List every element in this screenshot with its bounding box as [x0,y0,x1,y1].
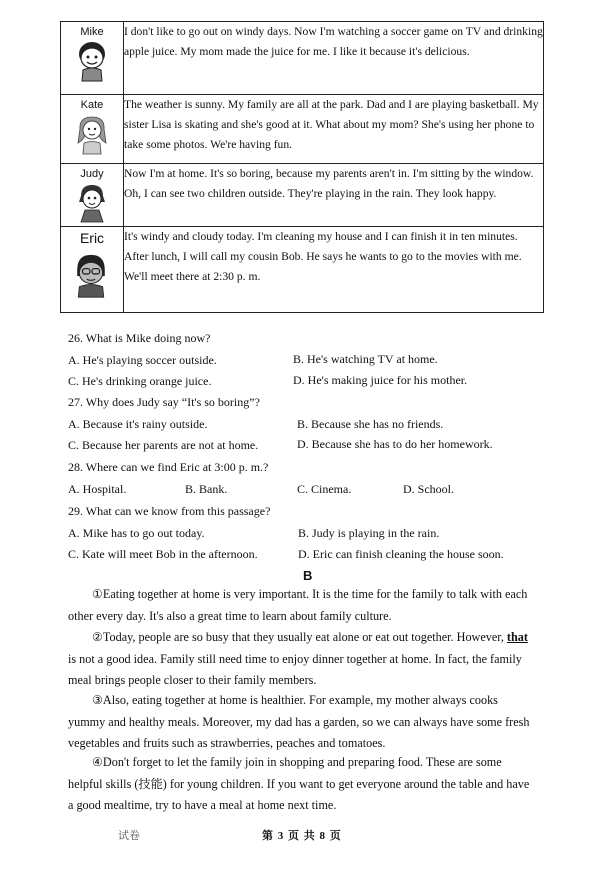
table-row [61,227,544,313]
footer-label: 试卷 [118,830,140,842]
judy-avatar-icon [75,182,109,224]
mike-avatar-icon [75,40,109,82]
paragraph-2-start: ②Today, people are so busy that they usually eat alone or eat out together. However, [92,630,504,644]
option-28a: A. Hospital. [68,482,127,496]
paragraph-3: ③Also, eating together at home is healthier. For example, my mother always cooks yummy and healthy meals. Moreover, my dad has a garden, so we can always have some fresh vegetables and fruits such as strawberries, peaches and tomatoes. [68,693,530,750]
option-28d: D. School. [403,482,454,496]
person-text: The weather is sunny. My family are all at the park. Dad and I are playing basketball. My sister Lisa is skating and she's good at it. What about my mom? She's using her phone to take some photos. We're having fun. [124,95,544,164]
underlined-word: that [506,630,528,644]
table-row [61,95,544,164]
person-text-main: It's windy and cloudy today. I'm cleaning my house and I can finish it in ten minutes. After lunch, I will call my cousin Bob. He says he wants to go to the movies with me. [124,230,522,263]
option-27b: B. Because she has no friends. [297,417,444,431]
table-row [61,164,544,227]
person-cell [61,164,124,227]
option-29d: D. Eric can finish cleaning the house soon. [298,547,504,561]
person-name: Judy [80,168,104,180]
option-26a: A. He's playing soccer outside. [68,353,217,367]
option-26b: B. He's watching TV at home. [293,352,438,366]
question-29: 29. What can we know from this passage? [68,504,271,518]
table-row [61,22,544,95]
option-28c: C. Cinema. [297,482,352,496]
person-cell [61,227,124,313]
option-28b: B. Bank. [185,482,228,496]
person-name: Mike [80,26,104,38]
paragraph-2 [68,627,534,692]
paragraph-1: ①Eating together at home is very important. It is the time for the family to talk with each other every day. It's also a great time to learn about family culture. [68,587,528,623]
question-28: 28. Where can we find Eric at 3:00 p. m.? [68,460,269,474]
paragraph-2-end: is not a good idea. Family still need time to enjoy dinner together at home. In fact, the family meal brings people closer to their family members. [68,651,522,687]
option-27a: A. Because it's rainy outside. [68,417,208,431]
section-b-heading: B [303,568,313,583]
people-table [60,21,544,313]
option-27c: C. Because her parents are not at home. [68,438,259,452]
person-text: I don't like to go out on windy days. Now I'm watching a soccer game on TV and drinking apple juice. My mom made the juice for me. I like it because it's delicious. [124,22,544,95]
option-29a: A. Mike has to go out today. [68,526,205,540]
person-text: Now I'm at home. It's so boring, because my parents aren't in. I'm sitting by the window. Oh, I can see two children outside. They're playing in the rain. They look happy. [124,164,544,227]
option-26d: D. He's making juice for his mother. [293,373,468,387]
option-26c: C. He's drinking orange juice. [68,374,212,388]
option-29c: C. Kate will meet Bob in the afternoon. [68,547,258,561]
option-27d: D. Because she has to do her homework. [297,437,493,451]
option-29b: B. Judy is playing in the rain. [298,526,440,540]
person-cell [61,22,124,95]
person-name: Kate [80,99,104,111]
question-26: 26. What is Mike doing now? [68,331,211,345]
person-text [124,227,544,313]
paragraph-4: ④Don't forget to let the family join in shopping and preparing food. These are some helpful skills (技能) for young children. If you want to get everyone around the table and have a good mealtime, try to have a meal at home next time. [68,755,530,812]
person-text-extra: We'll meet there at 2:30 p. m. [124,270,261,283]
person-name: Eric [79,230,105,246]
question-27: 27. Why does Judy say “It's so boring”? [68,395,260,409]
eric-avatar-icon [73,251,109,299]
person-cell [61,95,124,164]
page-number: 第 3 页 共 8 页 [262,830,342,842]
kate-avatar-icon [75,113,109,155]
